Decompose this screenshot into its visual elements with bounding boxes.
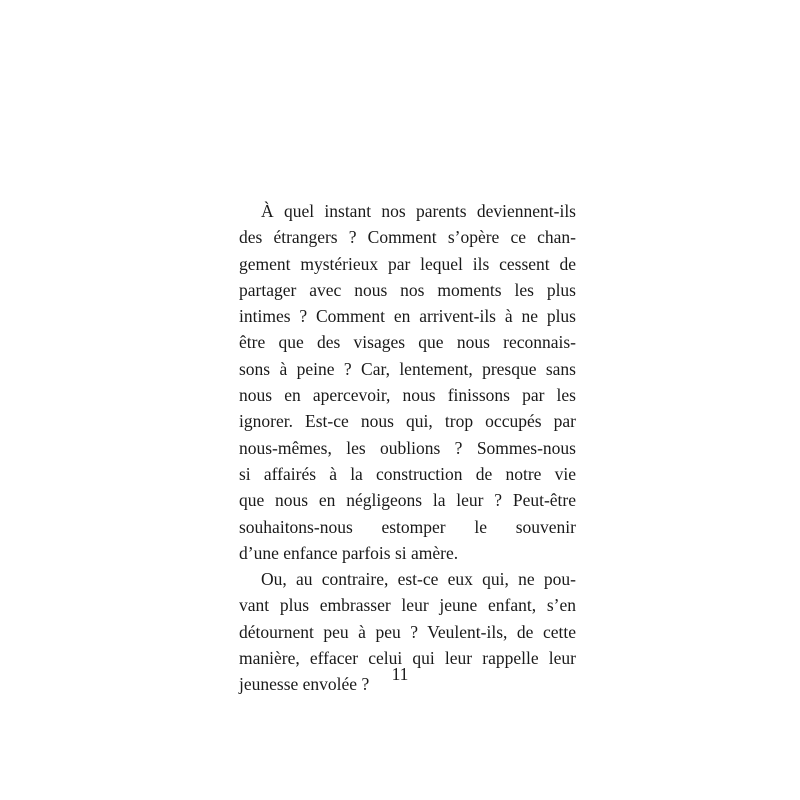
text-line: ignorer. Est-ce nous qui, trop occupés par [239, 411, 576, 432]
text-line: gement mystérieux par lequel ils cessent de [239, 253, 576, 274]
text-line: À quel instant nos parents deviennent-ils [261, 201, 576, 221]
text-line: nous-mêmes, les oublions ? Sommes-nous [239, 437, 576, 458]
text-line: détournent peu à peu ? Veulent-ils, de cette [239, 621, 576, 642]
text-line: jeunesse envolée ? [239, 674, 370, 695]
text-line: d’une enfance parfois si amère. [239, 542, 459, 563]
text-line: nous en apercevoir, nous finissons par les [239, 385, 576, 406]
text-line: si affairés à la construction de notre vie [239, 463, 576, 484]
text-line: sons à peine ? Car, lentement, presque sans [239, 358, 576, 379]
text-line: vant plus embrasser leur jeune enfant, s’en [239, 595, 576, 616]
text-line: souhaitons-nous estomper le souvenir [239, 516, 576, 537]
body-text [239, 198, 576, 698]
page-number: 11 [391, 664, 409, 684]
text-line: être que des visages que nous reconnais- [239, 332, 576, 353]
text-line: manière, effacer celui qui leur rappelle leur [239, 648, 576, 669]
text-line: des étrangers ? Comment s’opère ce chan- [239, 227, 576, 248]
text-line: que nous en négligeons la leur ? Peut-être [239, 490, 576, 511]
text-line: intimes ? Comment en arrivent-ils à ne plus [239, 306, 576, 327]
text-line: partager avec nous nos moments les plus [239, 279, 576, 300]
text-line: Ou, au contraire, est-ce eux qui, ne pou- [261, 569, 576, 590]
